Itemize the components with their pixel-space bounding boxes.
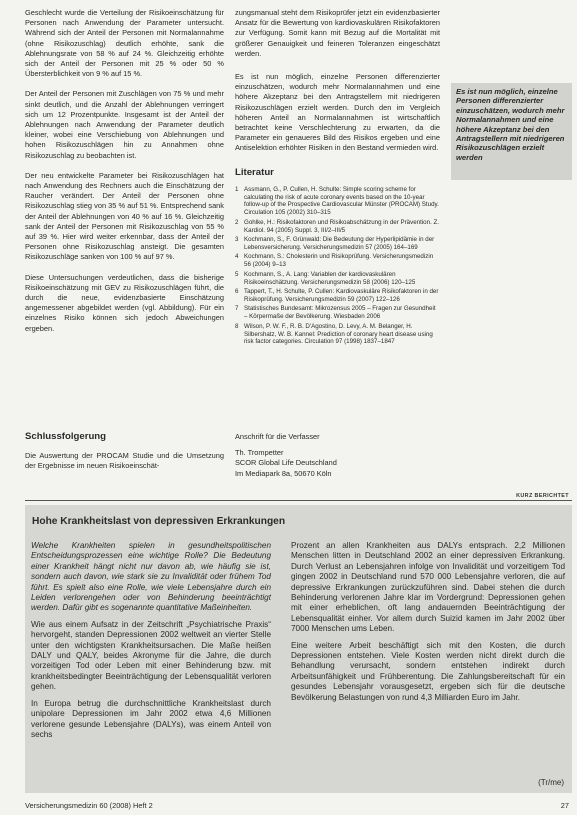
address-company: SCOR Global Life Deutschland xyxy=(235,458,337,468)
conclusion-paragraph: Es ist nun möglich, einzelne Personen differenzierter einzuschätzen, wodurch mehr Normalannahmen und eine höhere Akzeptanz bei den Antragstellern mit niedrigeren Risikozuschlägen erzielt werden. Durch den im Vergleich höheren Anteil an Normalannahmen ist wirtschaftlich betrachtet keine Verschlechterung zu erwarten, da die Parameter ein genaueres Bild des Risikos ergeben und eine Antiselektion erhöhter Risiken in den Bestand vermieden wird. xyxy=(235,72,440,153)
reference-item xyxy=(235,305,440,321)
reference-number: 2 xyxy=(235,218,239,226)
author-address xyxy=(235,432,440,479)
news-paragraph: Wie aus einem Aufsatz in der Zeitschrift „Psychiatrische Praxis“ hervorgeht, standen Depressionen 2002 weltweit an vierter Stelle unter den wichtigsten Krankheitsursachen. Die Maße heißen DALY und QALY, beides Akronyme für die Jahre, die durch vorzeitigen Tod oder Leben mit einer Behinderung bzw. mit krankheitsbedingter Beeinträchtigung der Lebensqualität verloren gehen. xyxy=(31,619,271,692)
address-street: Im Mediapark 8a, 50670 Köln xyxy=(235,468,332,478)
conclusion-section xyxy=(25,431,224,471)
news-paragraph: In Europa betrug die durchschnittliche Krankheitslast durch unipolare Depressionen im Jahr 2002 etwa 4,6 Millionen verlorene gesunde Lebensjahre (DALYs), was einem Anteil von sechs xyxy=(31,698,271,739)
address-name: Th. Trompetter xyxy=(235,447,284,457)
page-number: 27 xyxy=(560,801,569,810)
reference-text: Kochmann, S., F. Grünwald: Die Bedeutung der Hyperlipidämie in der Lebensversicherung. Versicherungsmedizin 57 (2005) 164–169 xyxy=(244,236,435,251)
news-paragraph: Eine weitere Arbeit beschäftigt sich mit den Kosten, die durch Depressionen entstehen. Viele Kosten werden nicht direkt durch die Behandlung verursacht, sondern entstehen indirekt durch Arbeitsunfähigkeit und Frühberentung. Die Zahlungsbereitschaft für ein gesundes Lebensjahr vorausgesetzt, ergeben sich für die deutsche Bevölkerung Belastungen von rund 4,3 Milliarden Euro im Jahr. xyxy=(291,640,565,702)
footer-journal: Versicherungsmedizin 60 (2008) Heft 2 xyxy=(25,801,153,810)
reference-text: Statistisches Bundesamt: Mikrozensus 2005 – Fragen zur Gesundheit – Körpermaße der Bevölkerung. Wiesbaden 2006 xyxy=(244,305,436,321)
reference-number: 4 xyxy=(235,253,239,261)
news-left-column xyxy=(31,541,271,746)
reference-item xyxy=(235,323,440,347)
reference-number: 7 xyxy=(235,305,239,313)
section-tag: KURZ BERICHTET xyxy=(516,493,569,499)
reference-item xyxy=(235,219,440,235)
reference-item xyxy=(235,288,440,304)
reference-item xyxy=(235,253,440,269)
article-paragraph: Der neu entwickelte Parameter bei Risikozuschlägen hat nach Anwendung des Rechners auch die Einschätzung der Raucher verändert. Der Anteil der Personen ohne Risikozuschlag stieg von 35 % auf 51 %. Entsprechend sank der Anteil der Ablehnungen von 40 % auf 16 %. Gleichzeitig sank der Anteil der Personen mit Risikozuschlag von 55 % auf 39 %. Hier wird weiter erkennbar, dass der Anteil der Personen ohne Risikozuschlag ansteigt. Die gesamten Risikozuschläge sanken von 100 % auf 97 %. xyxy=(25,170,224,262)
reference-list xyxy=(235,186,440,347)
address-label: Anschrift für die Verfasser xyxy=(235,432,320,441)
article-paragraph: Geschlecht wurde die Verteilung der Risikoeinschätzung für Personen nach Anwendung der Parameter untersucht. Während sich der Anteil der Personen mit Normalannahme (ohne Risikozuschlag) deutlich erhöhte, sank die Ablehnungsrate von 58 % auf 24 %. Gleichzeitig erhöhte sich der Anteil der Personen mit 25 % oder 50 % Übersterblichkeit von 9 % auf 15 %. xyxy=(25,8,224,79)
reference-text: Tappert, T., H. Schulte, P. Cullen: Kardiovaskuläre Risikofaktoren in der Risikoprüfung. Versicherungsmedizin 59 (2007) 122–126 xyxy=(244,288,439,303)
article-middle-column xyxy=(235,8,440,348)
news-right-column xyxy=(291,541,565,709)
reference-text: Assmann, G., P. Cullen, H. Schulte: Simple scoring scheme for calculating the risk of acute coronary events based on the 10-year follow-up of the Prospective Cardiovascular Münster (PROCAM) Study. Circulation 105 (2002) 310–315 xyxy=(244,185,439,217)
reference-number: 1 xyxy=(235,185,239,193)
reference-text: Gohlke, H.: Risikofaktoren und Risikoabschätzung in der Prävention. Z. Kardiol. 94 (2005) Suppl. 3, III/2–III/5 xyxy=(244,218,440,234)
reference-number: 6 xyxy=(235,288,239,296)
news-signature: (Tr/me) xyxy=(538,778,564,787)
section-divider xyxy=(25,500,572,501)
article-left-column xyxy=(25,8,224,344)
conclusion-text: Die Auswertung der PROCAM Studie und die Umsetzung der Ergebnisse im neuen Risikoeinschät- xyxy=(25,451,224,471)
news-paragraph: Prozent an allen Krankheiten aus DALYs entsprach. 2,2 Millionen Menschen litten in Deutschland 2002 an einer depressiven Erkrankung. Durch Verlust an Lebensjahren infolge von Invalidität und vorzeitigem Tod gingen 2002 in Deutschland rund 570 000 Lebensjahre verloren, die auf depressive Erkrankungen zurückzuführen sind. Dabei stehen die durch Behinderung verlorenen Jahre klar im Vordergrund: Depressionen gehen mit einer erheblichen, oft lang andauernden Beeinträchtigung der Lebensqualität einher. Vor allem durch Suizid kamen im Jahr 2002 über 7000 Menschen ums Leben. xyxy=(291,541,565,634)
literature-heading: Literatur xyxy=(235,166,274,178)
reference-text: Wilson, P. W. F., R. B. D'Agostino, D. Levy, A. M. Belanger, H. Silbershatz, W. B. Kannel: Prediction of coronary heart disease using risk factor categories. Circulation 97 (1998) 1837–1847 xyxy=(244,322,433,346)
conclusion-heading: Schlussfolgerung xyxy=(25,431,107,442)
reference-item xyxy=(235,186,440,218)
conclusion-paragraph: zungsmanual steht dem Risikoprüfer jetzt ein evidenzbasierter Ansatz für die Bewertung von kardiovaskulären Risikofaktoren zur Verfügung. Somit kann mit Bezug auf die Mortalität mit größerer Genauigkeit und feineren Toleranzen eingeschätzt werden. xyxy=(235,8,440,58)
pull-quote: Es ist nun möglich, einzelne Personen differenzierter einzuschätzen, wodurch mehr Normalannahmen und eine höhere Akzeptanz bei den Antragstellern mit niedrigeren Risikozuschlägen erzielt werden xyxy=(451,83,572,180)
news-title: Hohe Krankheitslast von depressiven Erkrankungen xyxy=(32,516,286,527)
article-paragraph: Der Anteil der Personen mit Zuschlägen von 75 % und mehr sinkt deutlich, und die Anzahl der Ablehnungen verringert sich um 12 Prozentpunkte. Insgesamt ist der Anteil der Ablehnungen nach Anwendung der Parameter deutlich kleiner, wobei eine Verschiebung von Ablehnungen und hohen Risikozuschlägen hin zu Annahmen ohne Risikozuschlag zu beobachten ist. xyxy=(25,89,224,160)
reference-number: 5 xyxy=(235,270,239,278)
reference-number: 8 xyxy=(235,322,239,330)
reference-item xyxy=(235,236,440,252)
reference-item xyxy=(235,271,440,287)
news-box xyxy=(25,505,572,793)
reference-text: Kochmann, S.: Cholesterin und Risikoprüfung. Versicherungsmedizin 56 (2004) 9–13 xyxy=(244,253,434,269)
reference-number: 3 xyxy=(235,236,239,244)
article-paragraph: Diese Untersuchungen verdeutlichen, dass die bisherige Risikoeinschätzung mit GEV zu Risikozuschlägen führt, die durch die neue, evidenzbasierte Einschätzung angemessener abgebildet werden (vgl. Abbildung). Für ein einzelnes Risiko können sich jedoch Abweichungen ergeben. xyxy=(25,272,224,333)
news-intro: Welche Krankheiten spielen in gesundheitspolitischen Entscheidungsprozessen eine wichtige Rolle? Die Bedeutung einer Krankheit hängt nicht nur davon ab, wie häufig sie ist, sondern auch davon, wie stark sie zu Invalidität oder frühem Tod führt. Es spielt also eine Rolle, wie viele Lebensjahre durch ein Leiden verlorengehen oder von Behinderung beeinträchtigt werden. Dafür gibt es sogenannte quantitative Maßeinheiten. xyxy=(31,541,271,613)
reference-text: Kochmann, S., A. Lang: Variablen der kardiovaskulären Risikoeinschätzung. Versicherungsmedizin 58 (2006) 120–125 xyxy=(244,270,416,286)
